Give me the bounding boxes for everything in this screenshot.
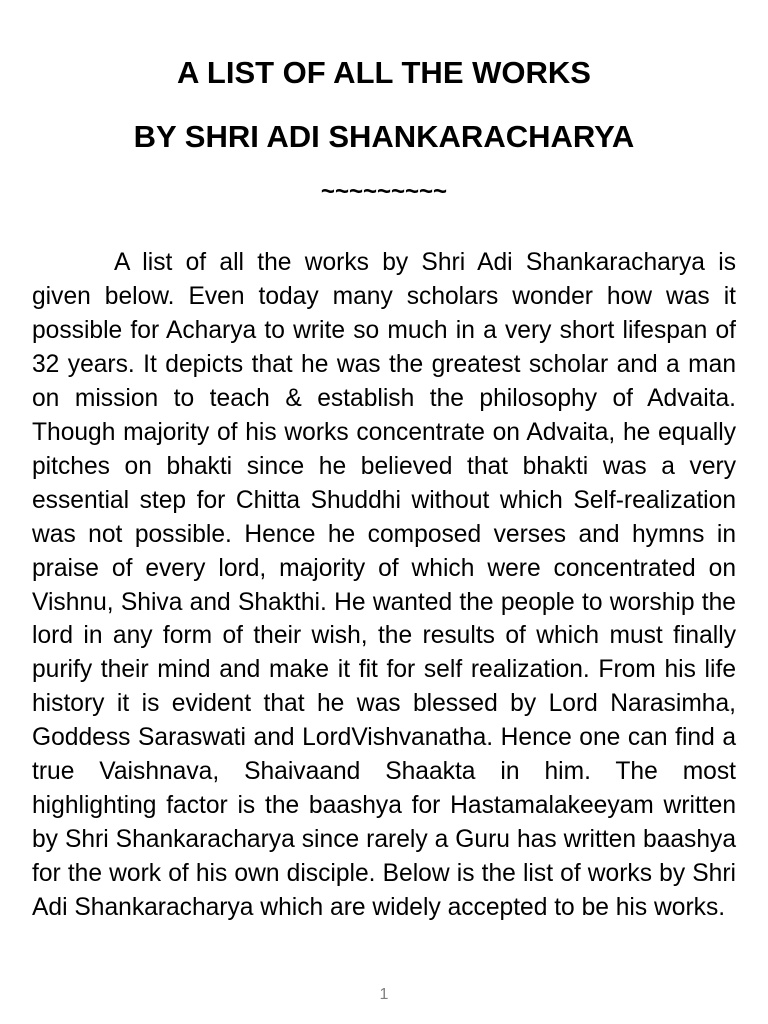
intro-paragraph: A list of all the works by Shri Adi Shankaracharya is given below. Even today many scholars wonder how was it possible for Acharya to write so much in a very short lifespan of 32 years. It depicts that he was the greatest scholar and a man on mission to teach & establish the philosophy of Advaita. Though majority of his works concentrate on Advaita, he equally pitches on bhakti since he believed that bhakti was a very essential step for Chitta Shuddhi without which Self-realization was not possible. Hence he composed verses and hymns in praise of every lord, majority of which were concentrated on Vishnu, Shiva and Shakthi. He wanted the people to worship the lord in any form of their wish, the results of which must finally purify their mind and make it fit for self realization. From his life history it is evident that he was blessed by Lord Narasimha, Goddess Saraswati and LordVishvanatha. Hence one can find a true Vaishnava, Shaivaand Shaakta in him. The most highlighting factor is the baashya for Hastamalakeeyam written by Shri Shankaracharya since rarely a Guru has written baashya for the work of his own disciple. Below is the list of works by Shri Adi Shankaracharya which are widely accepted to be his works. xyxy=(32,249,736,922)
title-separator: ~~~~~~~~~ xyxy=(320,178,448,205)
title-line-1: A LIST OF ALL THE WORKS xyxy=(177,55,591,90)
page-number: 1 xyxy=(379,986,389,1003)
title-line-2: BY SHRI ADI SHANKARACHARYA xyxy=(133,119,635,154)
